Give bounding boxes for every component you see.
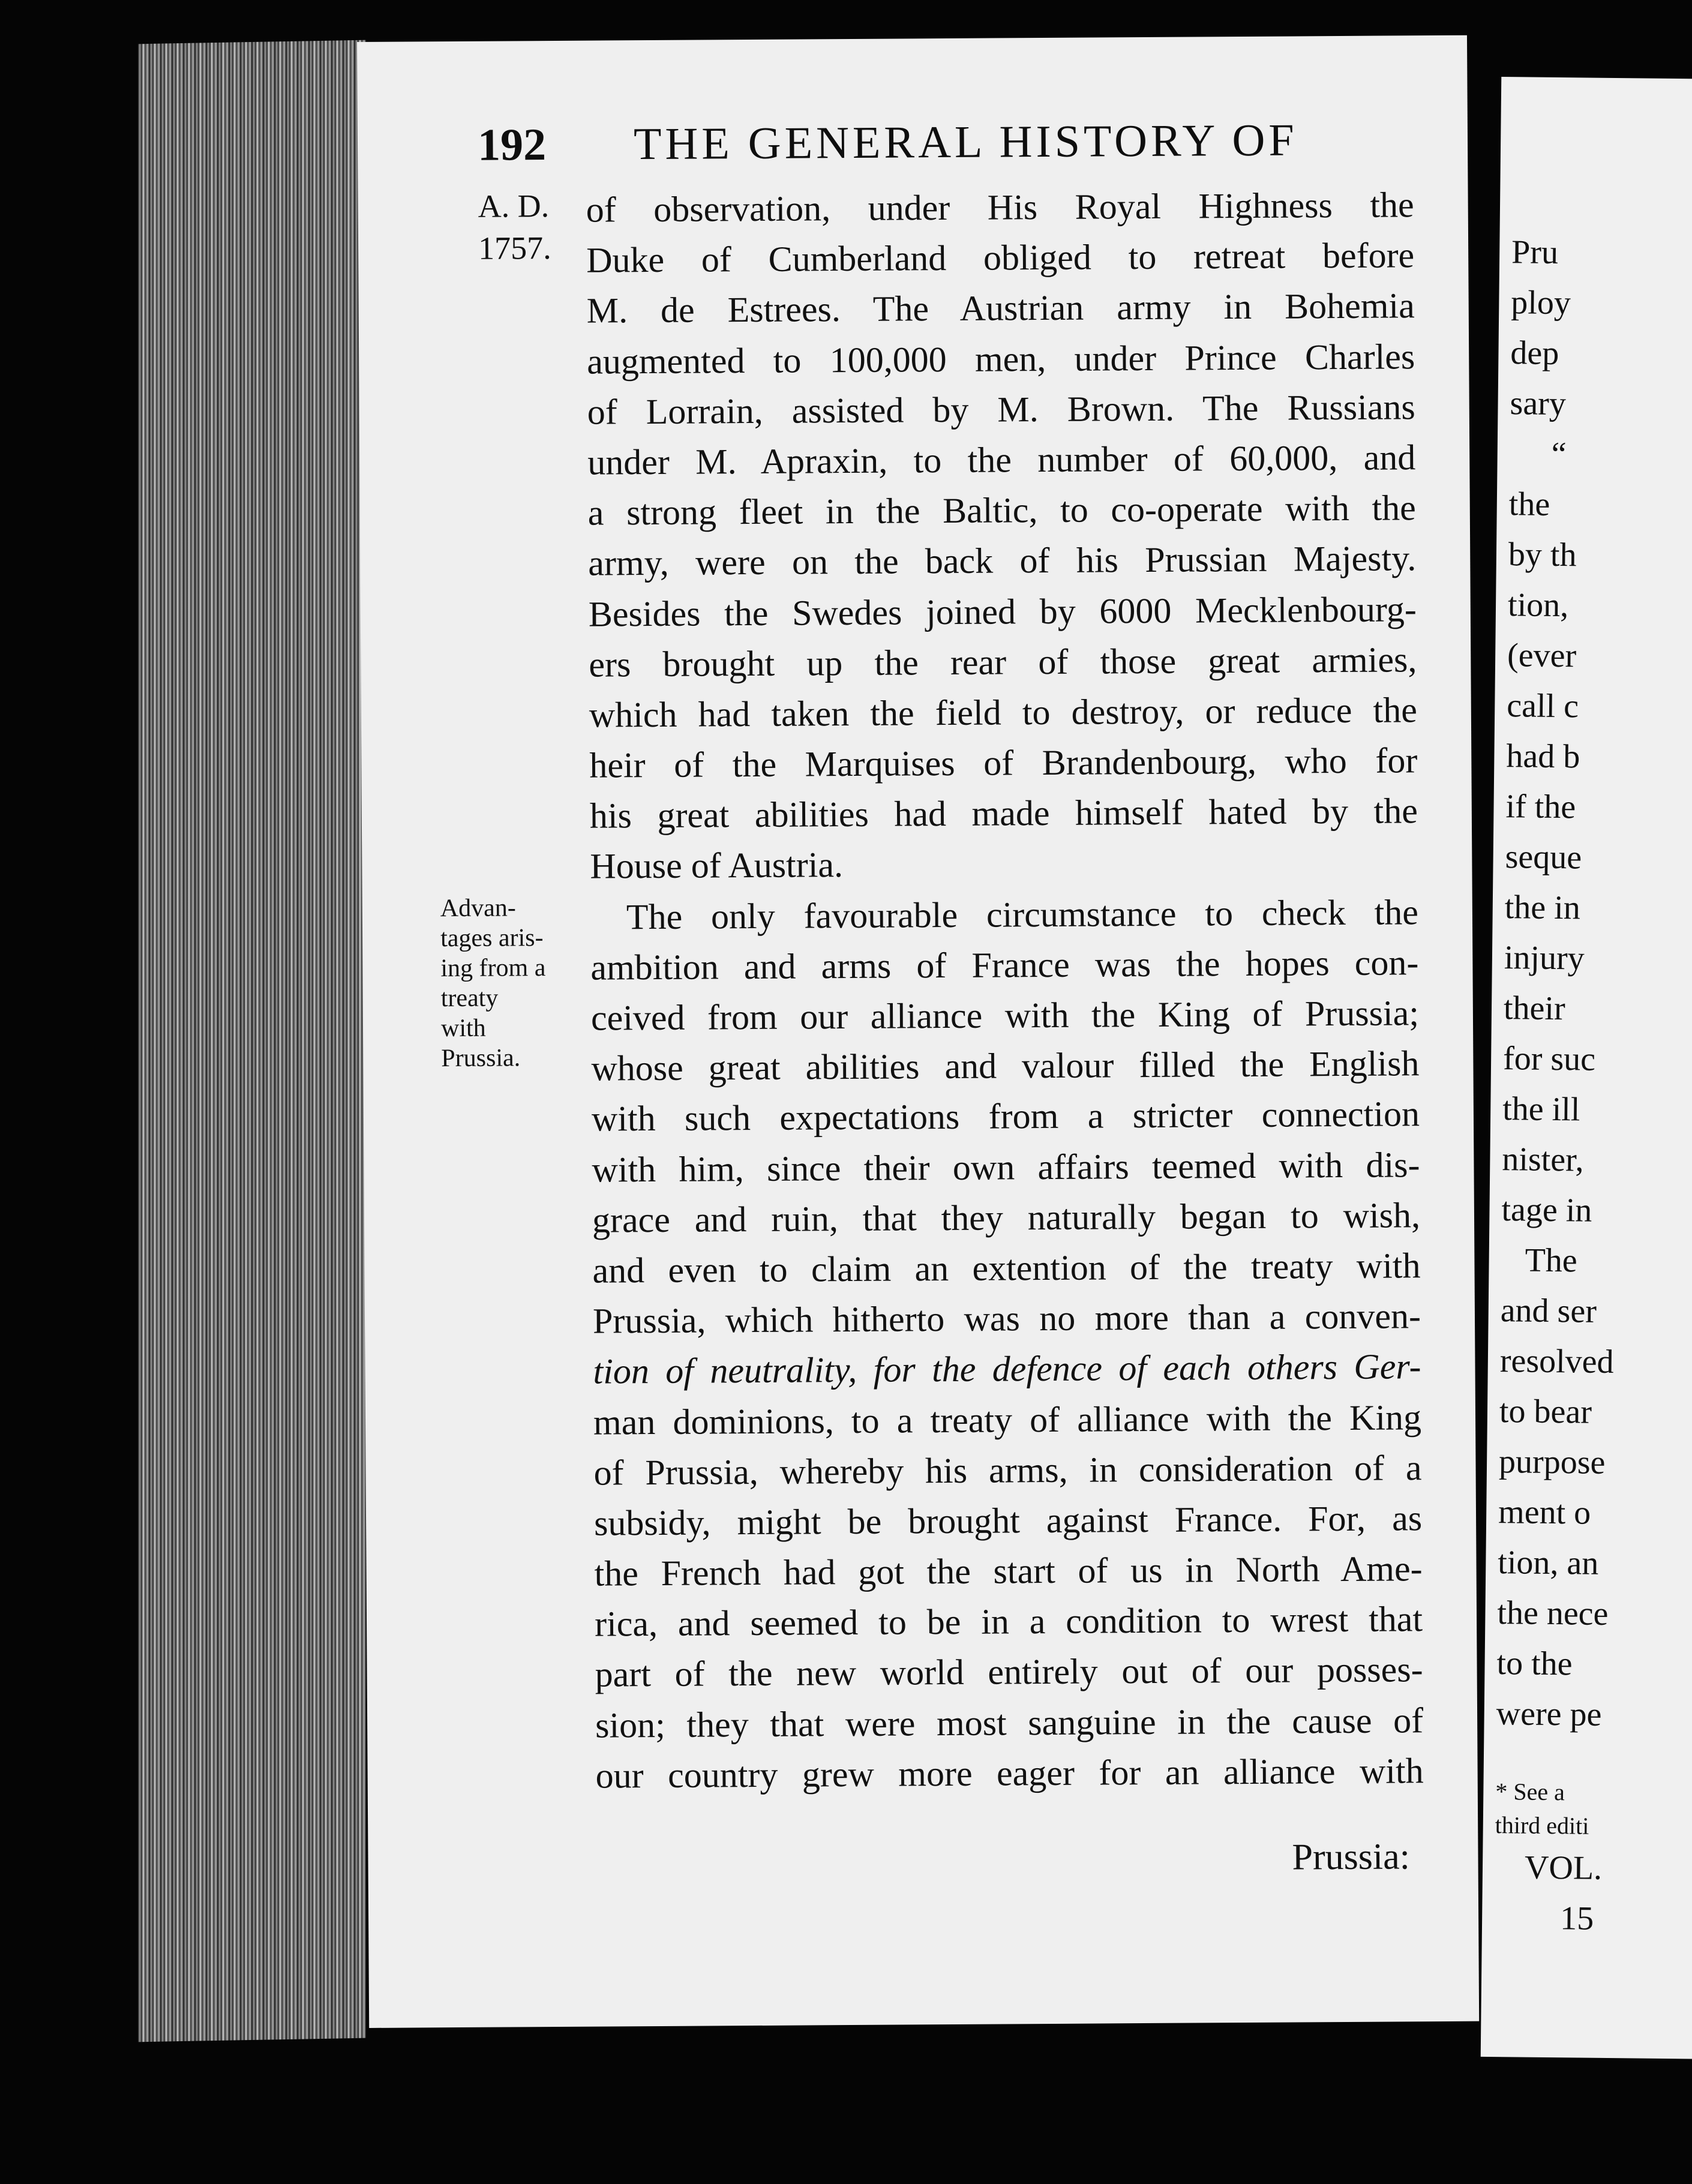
text-line: if the bbox=[1505, 788, 1576, 826]
text-line: tion, bbox=[1507, 586, 1569, 625]
text-line: sion; they that were most sanguine in the cause of bbox=[595, 1700, 1424, 1745]
footnote-line: * See a bbox=[1495, 1778, 1565, 1806]
text-line: tion, an bbox=[1498, 1544, 1599, 1582]
text-line: rica, and seemed to be in a condition to wrest that bbox=[594, 1599, 1423, 1644]
side-note-line: Prussia. bbox=[441, 1044, 521, 1073]
running-title: THE GENERAL HISTORY OF bbox=[633, 115, 1298, 170]
text-line: subsidy, might be brought against France. For, as bbox=[593, 1498, 1423, 1543]
text-line: ers brought up the rear of those great armies, bbox=[589, 639, 1417, 685]
text-line: and ser bbox=[1500, 1292, 1597, 1330]
text-line: with such expectations from a stricter connection bbox=[591, 1094, 1420, 1139]
text-line: sary bbox=[1510, 385, 1567, 423]
text-line: dep bbox=[1510, 334, 1559, 373]
text-line: our country grew more eager for an alliance with bbox=[595, 1751, 1424, 1796]
text-line: tage in bbox=[1501, 1191, 1592, 1229]
footnote-line: third editi bbox=[1495, 1811, 1589, 1840]
text-line: resolved bbox=[1499, 1342, 1614, 1381]
text-line: injury bbox=[1504, 939, 1585, 977]
text-line: man dominions, to a treaty of alliance with the King bbox=[593, 1397, 1422, 1442]
text-line: ment o bbox=[1498, 1493, 1591, 1532]
text-line: which had taken the field to destroy, or reduce the bbox=[589, 690, 1418, 735]
text-line: whose great abilities and valour filled the English bbox=[591, 1043, 1420, 1088]
side-note-line: tages aris- bbox=[440, 924, 544, 953]
text-line: of Prussia, whereby his arms, in consideration of a bbox=[593, 1447, 1422, 1493]
text-line: the ill bbox=[1502, 1090, 1580, 1129]
running-head bbox=[478, 114, 1366, 185]
signature-vol: VOL. bbox=[1524, 1849, 1603, 1887]
side-note bbox=[440, 893, 550, 1073]
text-line: tion of neutrality, for the defence of each others Ger- bbox=[593, 1346, 1421, 1391]
text-line: seque bbox=[1505, 838, 1582, 877]
text-line: and even to claim an extention of the treaty with bbox=[592, 1246, 1421, 1291]
text-line: augmented to 100,000 men, under Prince Charles bbox=[587, 336, 1415, 382]
text-line: ploy bbox=[1511, 284, 1571, 322]
left-page bbox=[357, 35, 1479, 2028]
text-line: of observation, under His Royal Highness the bbox=[586, 185, 1414, 230]
text-line: had b bbox=[1506, 737, 1580, 776]
signature-number: 15 bbox=[1559, 1900, 1594, 1937]
text-line: were pe bbox=[1496, 1695, 1602, 1733]
text-line: nister, bbox=[1502, 1141, 1584, 1179]
text-line: to the bbox=[1496, 1645, 1573, 1683]
book-page-edges bbox=[138, 40, 366, 2042]
margin-year-line: 1757. bbox=[478, 230, 551, 266]
text-line: ceived from our alliance with the King of Prussia; bbox=[590, 993, 1420, 1038]
text-line: Duke of Cumberland obliged to retreat before bbox=[586, 235, 1415, 280]
side-note-line: Advan- bbox=[440, 894, 516, 923]
text-line: purpose bbox=[1498, 1443, 1606, 1481]
text-line: Prussia, which hitherto was no more than a conven- bbox=[592, 1296, 1421, 1341]
text-line: under M. Apraxin, to the number of 60,000, and bbox=[587, 437, 1416, 482]
text-line: his great abilities had made himself hated by the bbox=[589, 791, 1418, 836]
text-line: by th bbox=[1508, 536, 1577, 574]
text-line: with him, since their own affairs teemed with dis- bbox=[592, 1144, 1420, 1190]
catchword: Prussia: bbox=[1292, 1836, 1411, 1878]
text-line: their bbox=[1503, 989, 1565, 1028]
text-line: (ever bbox=[1507, 637, 1577, 675]
text-line: Besides the Swedes joined by 6000 Mecklenbourg- bbox=[588, 589, 1417, 634]
text-line: ambition and arms of France was the hopes con- bbox=[590, 943, 1419, 988]
margin-year bbox=[478, 185, 551, 269]
side-note-line: ing from a bbox=[440, 954, 546, 983]
text-line: heir of the Marquises of Brandenbourg, who for bbox=[589, 740, 1418, 785]
text-line: House of Austria. bbox=[590, 845, 844, 887]
text-line: a strong fleet in the Baltic, to co-operate with the bbox=[587, 488, 1416, 533]
text-line: “ bbox=[1551, 435, 1567, 473]
page-number: 192 bbox=[477, 119, 547, 170]
text-line: for suc bbox=[1502, 1040, 1596, 1078]
text-line: the bbox=[1508, 485, 1550, 523]
text-line: the in bbox=[1504, 889, 1581, 927]
side-note-line: treaty with bbox=[440, 984, 499, 1043]
text-line: M. de Estrees. The Austrian army in Bohemia bbox=[586, 286, 1415, 331]
text-line: the nece bbox=[1497, 1594, 1609, 1633]
text-line: Pru bbox=[1511, 233, 1559, 272]
text-line: of Lorrain, assisted by M. Brown. The Russians bbox=[587, 386, 1415, 432]
text-line: The bbox=[1525, 1241, 1578, 1280]
right-page-partial bbox=[1481, 77, 1692, 2059]
text-line: to bear bbox=[1499, 1393, 1592, 1431]
text-line: call c bbox=[1506, 687, 1579, 725]
text-line: the French had got the start of us in North Ame- bbox=[594, 1549, 1423, 1594]
text-line: part of the new world entirely out of our posses- bbox=[595, 1649, 1423, 1695]
text-line: grace and ruin, that they naturally began to wish, bbox=[592, 1195, 1421, 1240]
text-line: The only favourable circumstance to check the bbox=[626, 892, 1419, 937]
text-line: army, were on the back of his Prussian Majesty. bbox=[588, 538, 1417, 583]
margin-year-line: A. D. bbox=[478, 188, 550, 224]
body-text bbox=[586, 179, 1423, 1801]
